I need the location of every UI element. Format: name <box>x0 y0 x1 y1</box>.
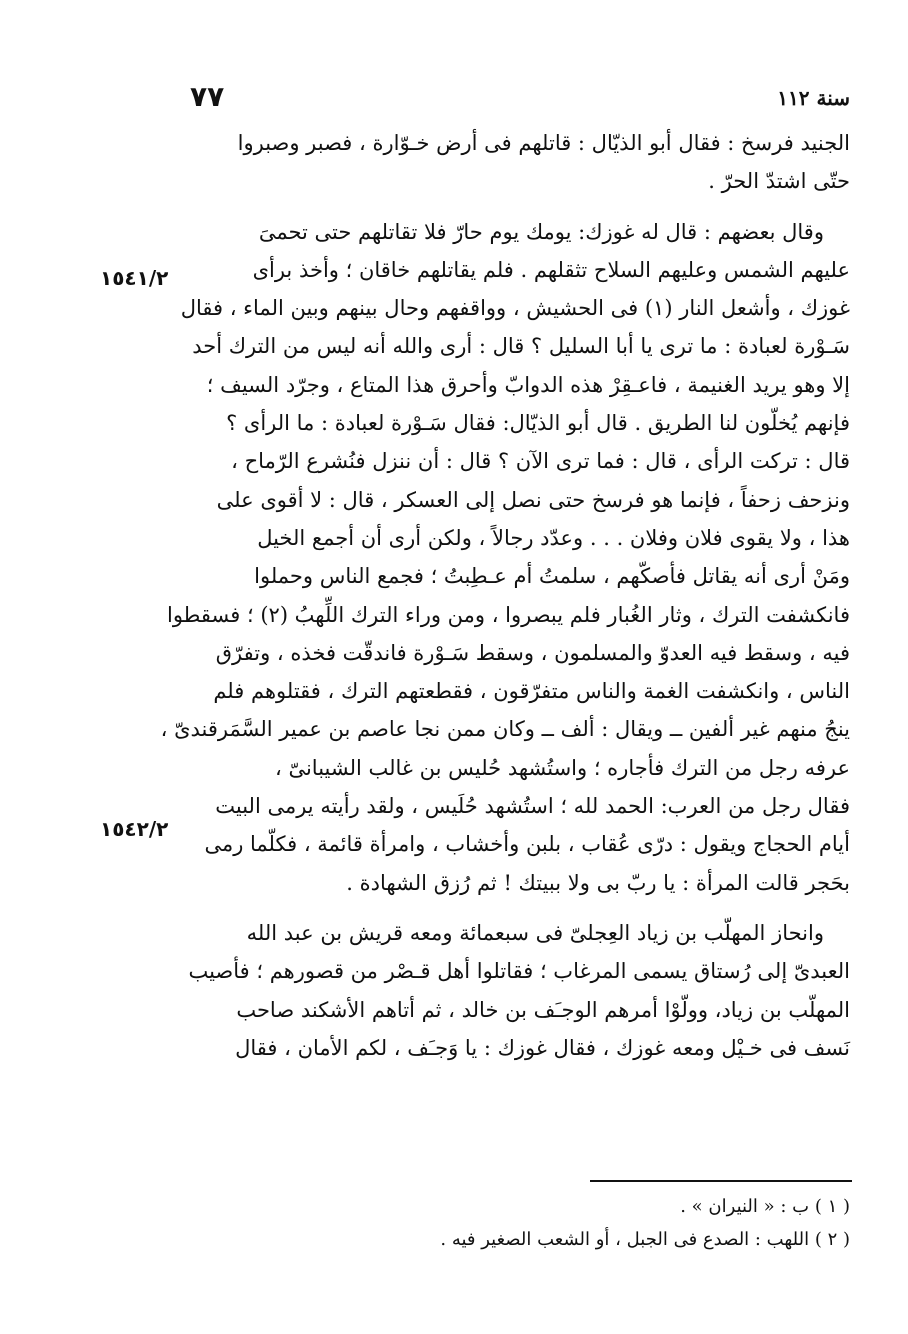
text-line: نَسف فى خـيْل ومعه غوزك ، فقال غوزك : يا وَجـَف ، لكم الأمان ، فقال <box>235 1035 850 1060</box>
text-line: غوزك ، وأشعل النار (١) فى الحشيش ، وواقفهم وحال بينهم وبين الماء ، فقال <box>180 296 850 321</box>
paragraph-3 <box>190 914 850 1067</box>
text-line: عليهم الشمس وعليهم السلاح تثقلهم . فلم يقاتلهم خاقان ؛ وأخذ برأى <box>252 257 850 282</box>
margin-reference-2: ١٥٤٢/٢ <box>100 817 169 841</box>
main-text <box>160 124 850 1067</box>
text-line: العبدىّ إلى رُستاق يسمى المرغاب ؛ فقاتلوا أهل قـصْر من قصورهم ؛ فأصيب <box>188 959 850 984</box>
paragraph-2 <box>160 213 850 902</box>
text-line: فانكشفت الترك ، وثار الغُبار فلم يبصروا ، ومن وراء الترك اللِّهبُ (٢) ؛ فسقطوا <box>167 602 850 627</box>
text-line: ومَنْ أرى أنه يقاتل فأصكّهم ، سلمتُ أم عـطِبتُ ؛ فجمع الناس وحملوا <box>254 564 850 589</box>
footnote-divider <box>590 1180 852 1182</box>
text-line: الجنيد فرسخ : فقال أبو الذيّال : قاتلهم فى أرض خـوّارة ، فصبر وصبروا <box>237 131 850 155</box>
footnote-1: ( ١ ) ب : « النيران » . <box>680 1196 850 1217</box>
text-line: عرفه رجل من الترك فأجاره ؛ واستُشهد حُليس بن غالب الشيبانىّ ، <box>275 755 850 780</box>
page-header <box>190 80 850 120</box>
text-line: فقال رجل من العرب: الحمد لله ؛ استُشهد حُلَيس ، ولقد رأيته يرمى البيت <box>215 794 850 819</box>
text-line: وقال بعضهم : قال له غوزك: يومك يوم حارّ فلا تقاتلهم حتى تحمىَ <box>258 219 824 244</box>
text-line: قال : تركت الرأى ، قال : فما ترى الآن ؟ قال : أن ننزل فنُشرع الرّماح ، <box>231 449 850 474</box>
margin-reference-1: ١٥٤١/٢ <box>100 266 169 290</box>
text-line: المهلّب بن زياد، وولّوْا أمرهم الوجـَف بن خالد ، ثم أتاهم الأشكند صاحب <box>236 997 850 1022</box>
page-number: ٧٧ <box>190 80 225 113</box>
year-heading: سنة ١١٢ <box>777 86 850 110</box>
text-line: فإنهم يُخلّون لنا الطريق . قال أبو الذيّال: فقال سَـوْرة لعبادة : ما الرأى ؟ <box>226 411 850 436</box>
footnote-2: ( ٢ ) اللهب : الصدع فى الجبل ، أو الشعب الصغير فيه . <box>440 1229 850 1250</box>
text-line: حتّى اشتدّ الحرّ . <box>708 169 850 194</box>
text-line: أيام الحجاج ويقول : درّى عُقاب ، بلبن وأخشاب ، وامرأة قائمة ، فكلّما رمى <box>204 832 850 857</box>
text-line: الناس ، وانكشفت الغمة والناس متفرّقون ، فقطعتهم الترك ، فقتلوهم فلم <box>213 679 850 704</box>
paragraph-1 <box>190 124 850 201</box>
text-line: إلا وهو يريد الغنيمة ، فاعـقِرْ هذه الدوابّ وأحرق هذا المتاع ، وجرّد السيف ؛ <box>206 372 850 397</box>
text-line: سَـوْرة لعبادة : ما ترى يا أبا السليل ؟ قال : أرى والله أنه ليس من الترك أحد <box>192 334 850 359</box>
footnotes <box>190 1190 850 1256</box>
text-line: بحَجر قالت المرأة : يا ربّ بى ولا ببيتك ! ثم رُزق الشهادة . <box>346 870 850 895</box>
text-line: وانحاز المهلّب بن زياد العِجلىّ فى سبعمائة ومعه قريش بن عبد الله <box>246 920 824 945</box>
text-line: ونزحف زحفاً ، فإنما هو فرسخ حتى نصل إلى العسكر ، قال : لا أقوى على <box>216 487 850 512</box>
text-line: ينجُ منهم غير ألفين ــ ويقال : ألف ــ وكان ممن نجا عاصم بن عمير السَّمَرقندىّ ، <box>160 717 850 742</box>
text-line: هذا ، ولا يقوى فلان وفلان . . . وعدّد رجالاً ، ولكن أرى أن أجمع الخيل <box>257 525 850 550</box>
text-line: فيه ، وسقط فيه العدوّ والمسلمون ، وسقط سَـوْرة فاندقّت فخذه ، وتفرّق <box>215 640 850 665</box>
